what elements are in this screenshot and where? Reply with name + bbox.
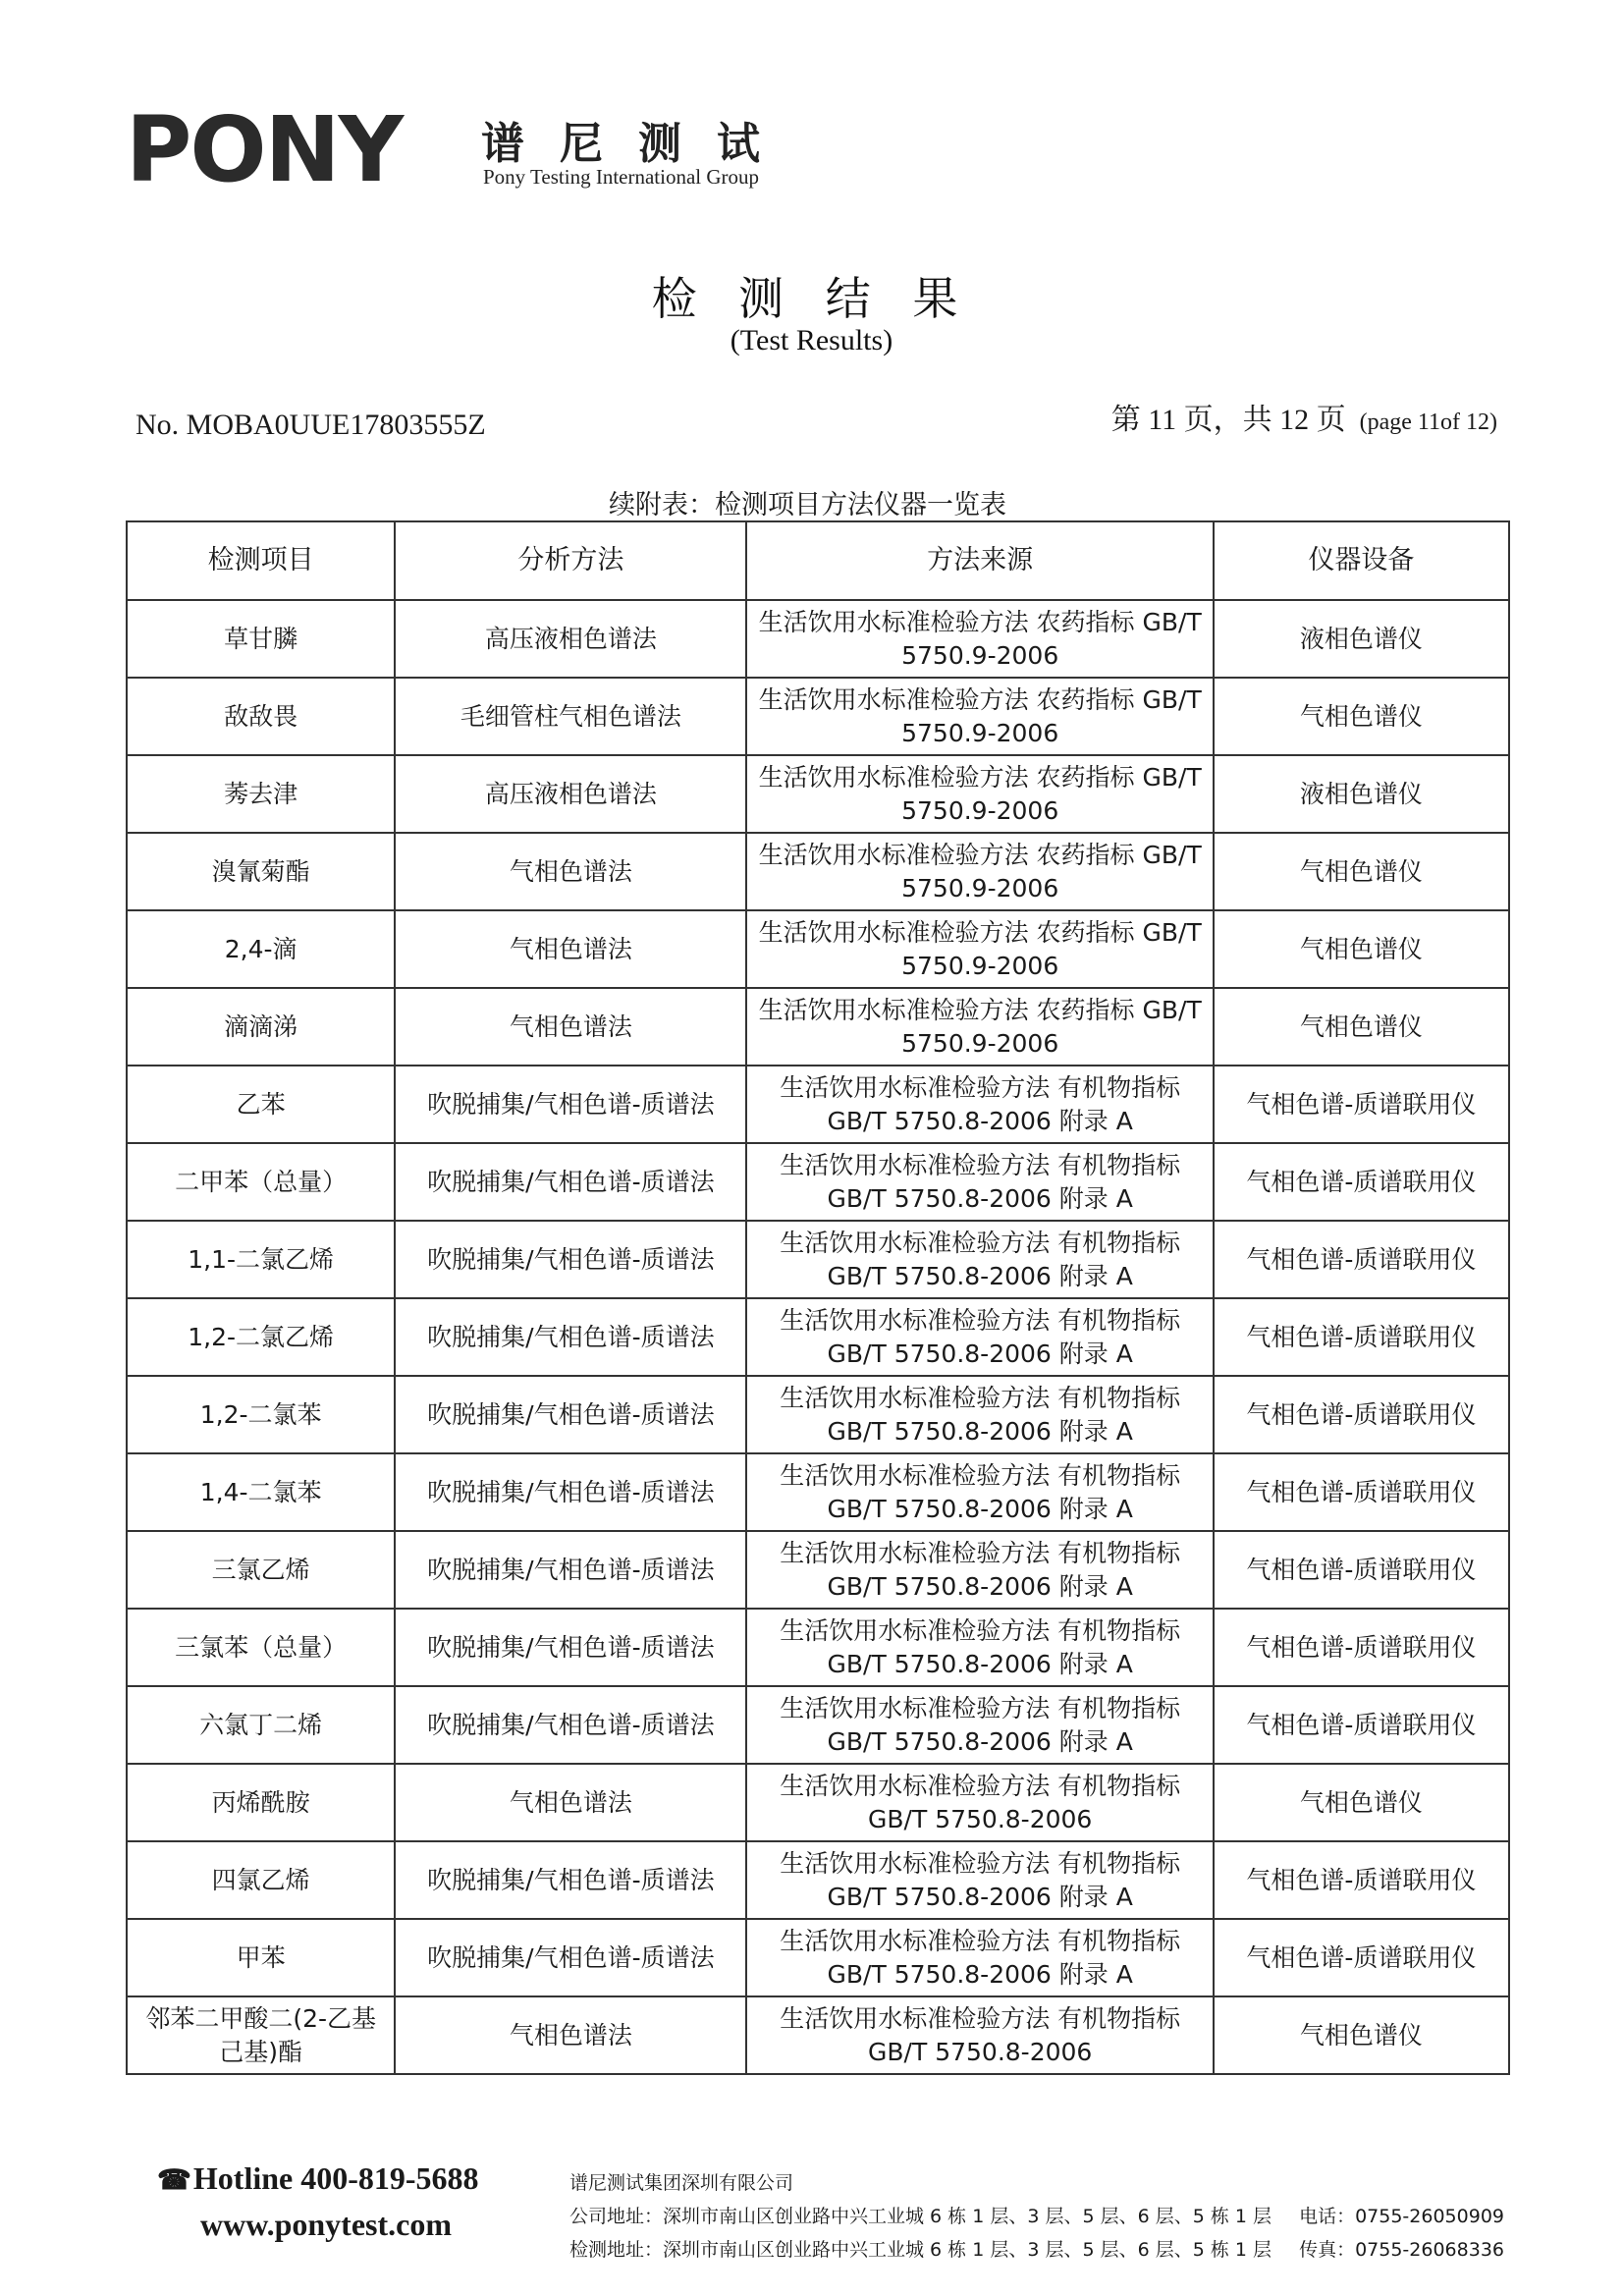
- cell-instrument: 气相色谱-质谱联用仪: [1214, 1531, 1509, 1609]
- table-row: [127, 1764, 1509, 1841]
- cell-method-source: 生活饮用水标准检验方法 农药指标 GB/T 5750.9-2006: [746, 988, 1213, 1066]
- cell-analysis-method: 吹脱捕集/气相色谱-质谱法: [395, 1531, 746, 1609]
- cell-analysis-method: 吹脱捕集/气相色谱-质谱法: [395, 1066, 746, 1143]
- cell-instrument: 气相色谱-质谱联用仪: [1214, 1221, 1509, 1298]
- footer-phone: 电话：0755-26050909: [1299, 2206, 1504, 2227]
- table-row: [127, 1453, 1509, 1531]
- cell-instrument: 气相色谱-质谱联用仪: [1214, 1143, 1509, 1221]
- cell-method-source: 生活饮用水标准检验方法 有机物指标 GB/T 5750.8-2006 附录 A: [746, 1919, 1213, 1996]
- cell-instrument: 气相色谱-质谱联用仪: [1214, 1066, 1509, 1143]
- table-row: [127, 1919, 1509, 1996]
- cell-instrument: 液相色谱仪: [1214, 755, 1509, 833]
- cell-instrument: 气相色谱-质谱联用仪: [1214, 1841, 1509, 1919]
- results-table: [126, 520, 1510, 2075]
- table-row: [127, 678, 1509, 755]
- cell-test-item: 滴滴涕: [127, 988, 395, 1066]
- cell-method-source: 生活饮用水标准检验方法 有机物指标 GB/T 5750.8-2006 附录 A: [746, 1453, 1213, 1531]
- cell-analysis-method: 毛细管柱气相色谱法: [395, 678, 746, 755]
- cell-instrument: 气相色谱-质谱联用仪: [1214, 1298, 1509, 1376]
- cell-test-item: 六氯丁二烯: [127, 1686, 395, 1764]
- table-row: [127, 1841, 1509, 1919]
- cell-method-source: 生活饮用水标准检验方法 有机物指标 GB/T 5750.8-2006 附录 A: [746, 1531, 1213, 1609]
- phone-circle-icon: ☎: [157, 2165, 191, 2196]
- header-method-source: 方法来源: [746, 521, 1213, 600]
- header-instrument: 仪器设备: [1214, 521, 1509, 600]
- cell-instrument: 气相色谱-质谱联用仪: [1214, 1686, 1509, 1764]
- table-header-row: [127, 521, 1509, 600]
- cell-analysis-method: 气相色谱法: [395, 910, 746, 988]
- cell-method-source: 生活饮用水标准检验方法 农药指标 GB/T 5750.9-2006: [746, 755, 1213, 833]
- page-indicator-en: (page 11of 12): [1359, 410, 1497, 435]
- footer-contact: [157, 2160, 479, 2243]
- header-test-item: 检测项目: [127, 521, 395, 600]
- cell-test-item: 乙苯: [127, 1066, 395, 1143]
- cell-instrument: 气相色谱-质谱联用仪: [1214, 1453, 1509, 1531]
- cell-instrument: 气相色谱仪: [1214, 1996, 1509, 2074]
- cell-instrument: 液相色谱仪: [1214, 600, 1509, 678]
- cell-test-item: 四氯乙烯: [127, 1841, 395, 1919]
- cell-test-item: 邻苯二甲酸二(2-乙基己基)酯: [127, 1996, 395, 2074]
- cell-analysis-method: 吹脱捕集/气相色谱-质谱法: [395, 1919, 746, 1996]
- cell-method-source: 生活饮用水标准检验方法 有机物指标 GB/T 5750.8-2006 附录 A: [746, 1298, 1213, 1376]
- cell-method-source: 生活饮用水标准检验方法 有机物指标 GB/T 5750.8-2006 附录 A: [746, 1841, 1213, 1919]
- table-row: [127, 1298, 1509, 1376]
- cell-analysis-method: 吹脱捕集/气相色谱-质谱法: [395, 1143, 746, 1221]
- cell-analysis-method: 吹脱捕集/气相色谱-质谱法: [395, 1221, 746, 1298]
- cell-test-item: 二甲苯（总量）: [127, 1143, 395, 1221]
- cell-analysis-method: 气相色谱法: [395, 988, 746, 1066]
- page-indicator: [1111, 395, 1497, 438]
- table-row: [127, 600, 1509, 678]
- page-subtitle: (Test Results): [730, 324, 893, 356]
- cell-method-source: 生活饮用水标准检验方法 有机物指标 GB/T 5750.8-2006 附录 A: [746, 1686, 1213, 1764]
- cell-instrument: 气相色谱-质谱联用仪: [1214, 1609, 1509, 1686]
- cell-test-item: 溴氰菊酯: [127, 833, 395, 910]
- footer-company-address-row: [569, 2200, 1504, 2233]
- footer-company-address: 公司地址：深圳市南山区创业路中兴工业城 6 栋 1 层、3 层、5 层、6 层、5 栋 1 层: [569, 2206, 1272, 2227]
- cell-method-source: 生活饮用水标准检验方法 农药指标 GB/T 5750.9-2006: [746, 678, 1213, 755]
- cell-instrument: 气相色谱-质谱联用仪: [1214, 1376, 1509, 1453]
- cell-test-item: 丙烯酰胺: [127, 1764, 395, 1841]
- page-title: 检 测 结 果: [651, 272, 972, 325]
- cell-test-item: 三氯苯（总量）: [127, 1609, 395, 1686]
- cell-test-item: 1,4-二氯苯: [127, 1453, 395, 1531]
- table-row: [127, 1143, 1509, 1221]
- cell-instrument: 气相色谱-质谱联用仪: [1214, 1919, 1509, 1996]
- cell-test-item: 2,4-滴: [127, 910, 395, 988]
- cell-analysis-method: 气相色谱法: [395, 1764, 746, 1841]
- cell-method-source: 生活饮用水标准检验方法 有机物指标 GB/T 5750.8-2006 附录 A: [746, 1376, 1213, 1453]
- page-indicator-cn: 第 11 页，共 12 页: [1110, 404, 1346, 436]
- cell-instrument: 气相色谱仪: [1214, 1764, 1509, 1841]
- logo-english-name: Pony Testing International Group: [483, 165, 760, 189]
- cell-method-source: 生活饮用水标准检验方法 农药指标 GB/T 5750.9-2006: [746, 833, 1213, 910]
- footer-fax: 传真：0755-26068336: [1299, 2239, 1504, 2261]
- cell-analysis-method: 气相色谱法: [395, 833, 746, 910]
- footer-test-address-row: [569, 2233, 1504, 2267]
- cell-method-source: 生活饮用水标准检验方法 有机物指标 GB/T 5750.8-2006: [746, 1764, 1213, 1841]
- logo-chinese-name: 谱尼测试: [481, 119, 795, 169]
- cell-test-item: 敌敌畏: [127, 678, 395, 755]
- cell-analysis-method: 吹脱捕集/气相色谱-质谱法: [395, 1298, 746, 1376]
- cell-method-source: 生活饮用水标准检验方法 有机物指标 GB/T 5750.8-2006 附录 A: [746, 1066, 1213, 1143]
- cell-method-source: 生活饮用水标准检验方法 有机物指标 GB/T 5750.8-2006 附录 A: [746, 1609, 1213, 1686]
- cell-instrument: 气相色谱仪: [1214, 910, 1509, 988]
- cell-method-source: 生活饮用水标准检验方法 有机物指标 GB/T 5750.8-2006 附录 A: [746, 1143, 1213, 1221]
- cell-analysis-method: 吹脱捕集/气相色谱-质谱法: [395, 1453, 746, 1531]
- cell-instrument: 气相色谱仪: [1214, 678, 1509, 755]
- header-analysis-method: 分析方法: [395, 521, 746, 600]
- cell-method-source: 生活饮用水标准检验方法 农药指标 GB/T 5750.9-2006: [746, 600, 1213, 678]
- cell-analysis-method: 吹脱捕集/气相色谱-质谱法: [395, 1376, 746, 1453]
- cell-test-item: 三氯乙烯: [127, 1531, 395, 1609]
- table-row: [127, 1686, 1509, 1764]
- table-row: [127, 988, 1509, 1066]
- footer-company-info: [569, 2166, 1504, 2267]
- table-row: [127, 1996, 1509, 2074]
- cell-method-source: 生活饮用水标准检验方法 有机物指标 GB/T 5750.8-2006 附录 A: [746, 1221, 1213, 1298]
- cell-method-source: 生活饮用水标准检验方法 有机物指标 GB/T 5750.8-2006: [746, 1996, 1213, 2074]
- footer-website[interactable]: www.ponytest.com: [200, 2207, 452, 2242]
- footer-test-address: 检测地址：深圳市南山区创业路中兴工业城 6 栋 1 层、3 层、5 层、6 层、5 栋 1 层: [569, 2239, 1272, 2261]
- footer-hotline: ☎Hotline 400-819-5688: [157, 2160, 479, 2196]
- cell-analysis-method: 气相色谱法: [395, 1996, 746, 2074]
- cell-analysis-method: 吹脱捕集/气相色谱-质谱法: [395, 1841, 746, 1919]
- table-row: [127, 833, 1509, 910]
- table-row: [127, 1066, 1509, 1143]
- cell-instrument: 气相色谱仪: [1214, 988, 1509, 1066]
- table-row: [127, 1376, 1509, 1453]
- cell-method-source: 生活饮用水标准检验方法 农药指标 GB/T 5750.9-2006: [746, 910, 1213, 988]
- cell-analysis-method: 高压液相色谱法: [395, 755, 746, 833]
- cell-analysis-method: 吹脱捕集/气相色谱-质谱法: [395, 1609, 746, 1686]
- company-logo: [126, 97, 833, 202]
- cell-test-item: 莠去津: [127, 755, 395, 833]
- cell-test-item: 草甘膦: [127, 600, 395, 678]
- cell-analysis-method: 高压液相色谱法: [395, 600, 746, 678]
- table-caption: 续附表：检测项目方法仪器一览表: [609, 490, 1006, 520]
- logo-wordmark: PONY: [126, 97, 403, 202]
- footer-company-name: 谱尼测试集团深圳有限公司: [569, 2172, 794, 2194]
- cell-test-item: 1,2-二氯乙烯: [127, 1298, 395, 1376]
- table-row: [127, 910, 1509, 988]
- cell-analysis-method: 吹脱捕集/气相色谱-质谱法: [395, 1686, 746, 1764]
- report-number: No. MOBA0UUE17803555Z: [135, 409, 486, 441]
- cell-test-item: 1,2-二氯苯: [127, 1376, 395, 1453]
- cell-test-item: 1,1-二氯乙烯: [127, 1221, 395, 1298]
- table-row: [127, 1609, 1509, 1686]
- cell-test-item: 甲苯: [127, 1919, 395, 1996]
- table-row: [127, 1221, 1509, 1298]
- table-row: [127, 1531, 1509, 1609]
- cell-instrument: 气相色谱仪: [1214, 833, 1509, 910]
- table-row: [127, 755, 1509, 833]
